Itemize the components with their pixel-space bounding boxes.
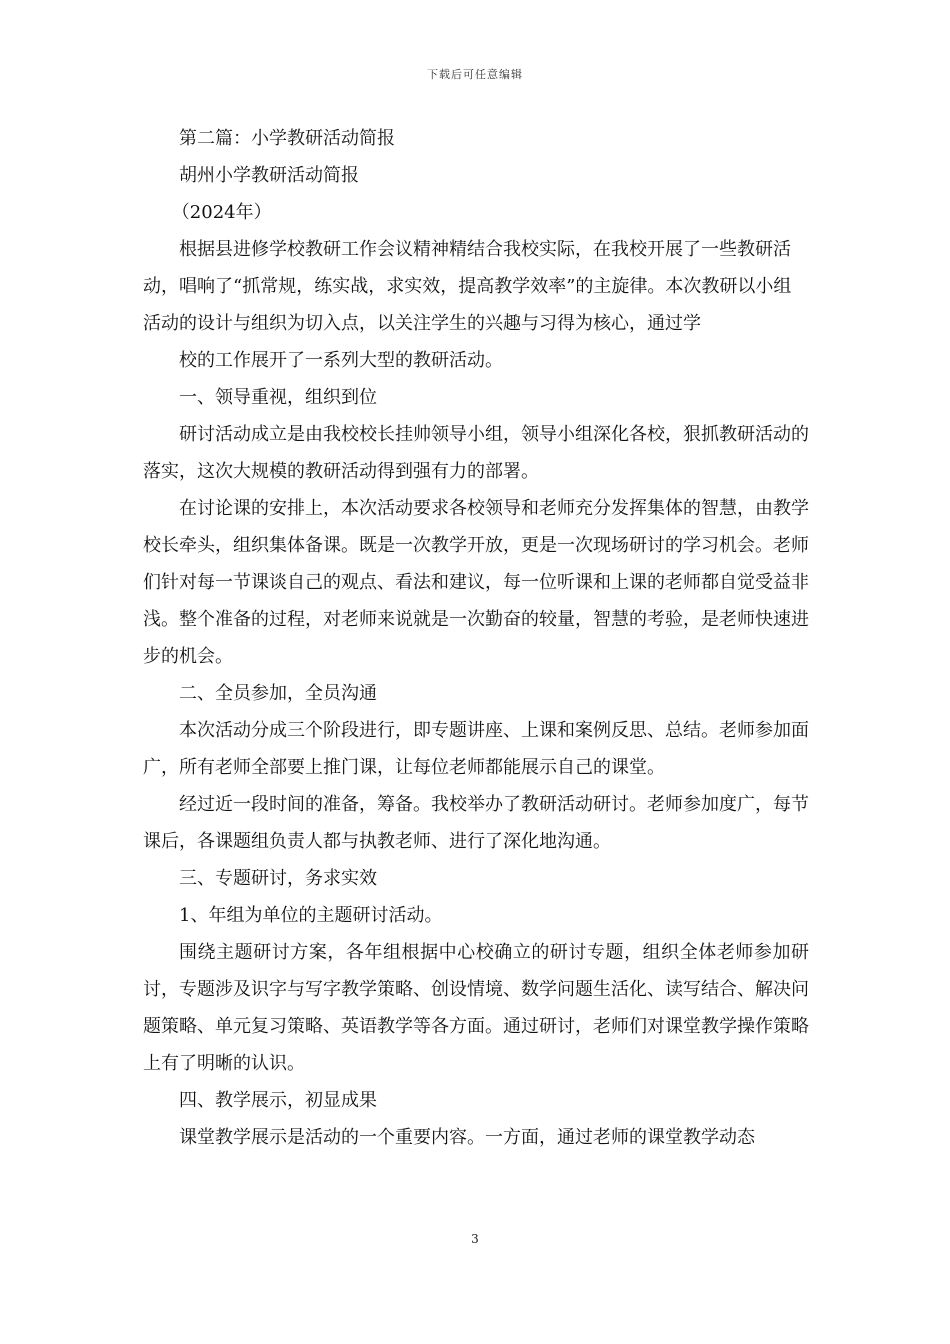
section-title: 第二篇：小学教研活动简报	[179, 128, 395, 149]
paragraph-4: 在讨论课的安排上，本次活动要求各校领导和老师充分发挥集体的智慧，由教学校长牵头，组织集体备课。既是一次教学开放，更是一次现场研讨的学习机会。老师们针对每一节课谈自己的观点、看法和建议，每一位听课和上课的老师都自觉受益非浅。整个准备的过程，对老师来说就是一次勤奋的较量，智慧的考验，是老师快速进步的机会。	[143, 498, 809, 667]
heading-2: 二、全员参加，全员沟通	[179, 683, 377, 704]
report-title: 胡州小学教研活动简报	[179, 165, 359, 186]
heading-4: 四、教学展示，初显成果	[179, 1090, 377, 1111]
paragraph-8: 课堂教学展示是活动的一个重要内容。一方面，通过老师的课堂教学动态	[179, 1127, 755, 1148]
paragraph-7: 围绕主题研讨方案，各年组根据中心校确立的研讨专题，组织全体老师参加研讨，专题涉及识字与写字教学策略、创设情境、数学问题生活化、读写结合、解决问题策略、单元复习策略、英语教学等各方面。通过研讨，老师们对课堂教学操作策略上有了明晰的认识。	[143, 942, 809, 1074]
document-body	[143, 120, 809, 1156]
sub-heading-1: 1、年组为单位的主题研讨活动。	[179, 905, 443, 926]
paragraph-6: 经过近一段时间的准备，筹备。我校举办了教研活动研讨。老师参加度广，每节课后，各课题组负责人都与执教老师、进行了深化地沟通。	[143, 794, 809, 852]
paragraph-1: 根据县进修学校教研工作会议精神精结合我校实际，在我校开展了一些教研活动，唱响了“抓常规，练实战，求实效，提高教学效率”的主旋律。本次教研以小组活动的设计与组织为切入点，以关注学生的兴趣与习得为核心，通过学	[143, 239, 792, 334]
paragraph-2: 校的工作展开了一系列大型的教研活动。	[179, 350, 503, 371]
page-number: 3	[471, 1232, 479, 1246]
heading-1: 一、领导重视，组织到位	[179, 387, 377, 408]
heading-3: 三、专题研讨，务求实效	[179, 868, 377, 889]
paragraph-5: 本次活动分成三个阶段进行，即专题讲座、上课和案例反思、总结。老师参加面广，所有老师全部要上推门课，让每位老师都能展示自己的课堂。	[143, 720, 809, 778]
page-header-note: 下载后可任意编辑	[427, 68, 523, 81]
report-year: （2024年）	[171, 202, 272, 223]
paragraph-3: 研讨活动成立是由我校校长挂帅领导小组，领导小组深化各校，狠抓教研活动的落实，这次大规模的教研活动得到强有力的部署。	[143, 424, 809, 482]
